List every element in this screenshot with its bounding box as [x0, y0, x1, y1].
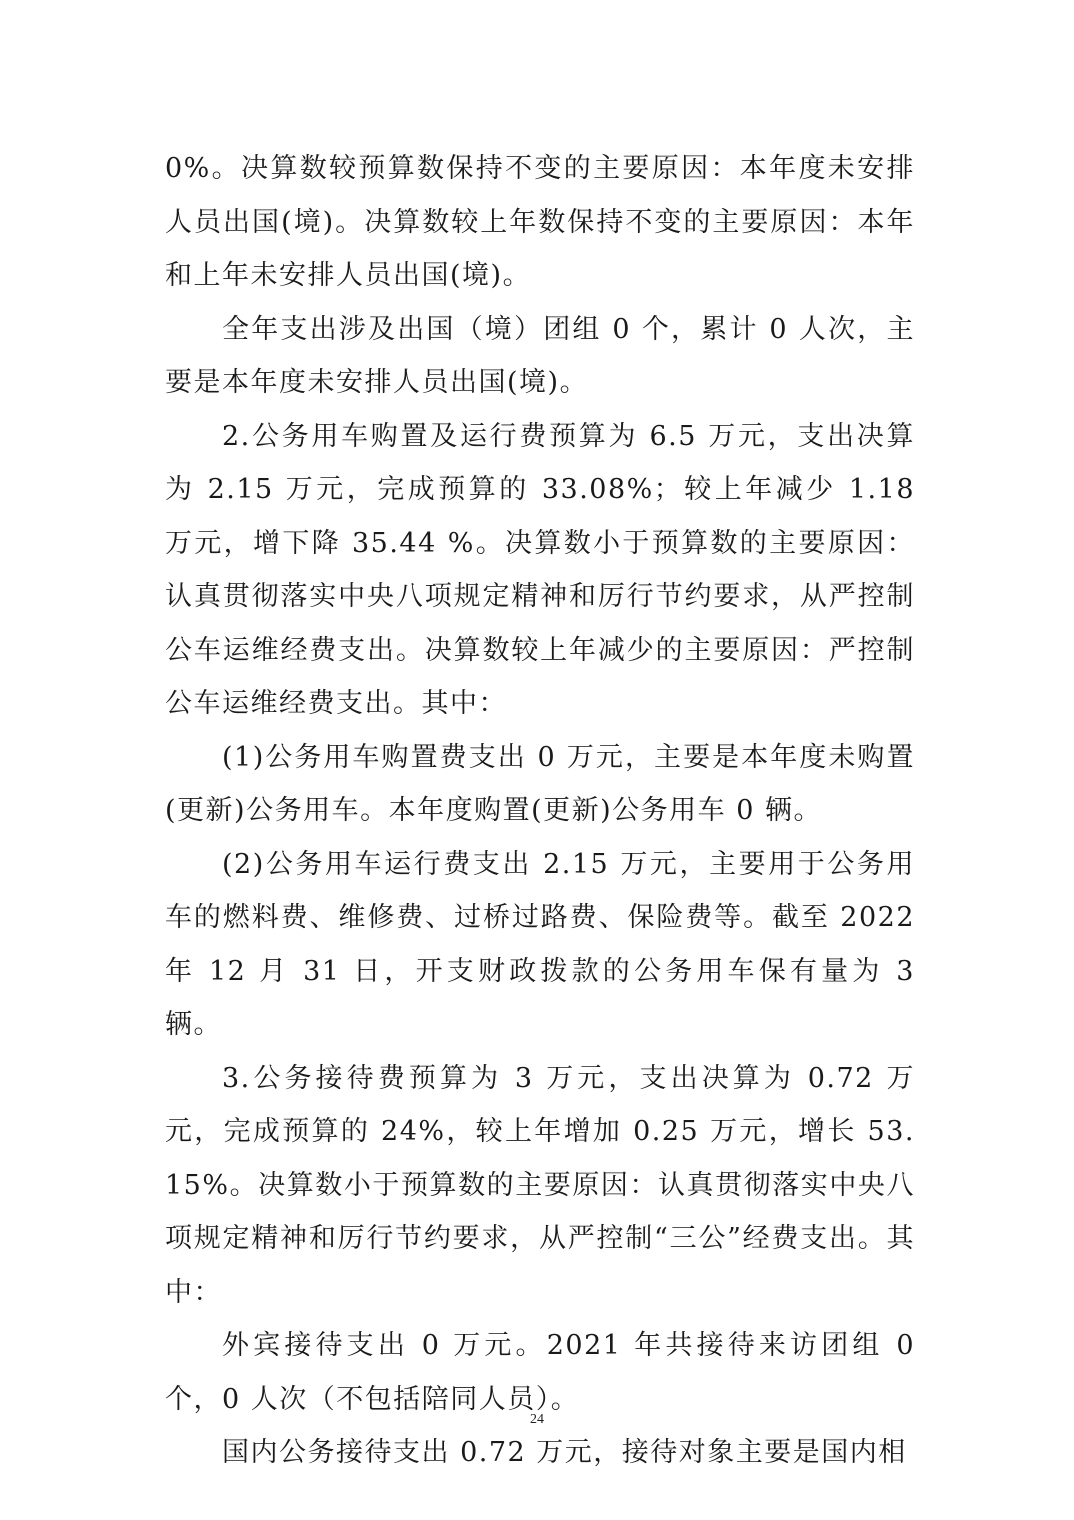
paragraph-outbound-travel-reason: 0%。决算数较预算数保持不变的主要原因：本年度未安排人员出国(境)。决算数较上年数保持不变的主要原因：本年和上年未安排人员出国(境)。 — [165, 153, 915, 291]
paragraph-vehicle-costs: 2.公务用车购置及运行费预算为 6.5 万元，支出决算为 2.15 万元，完成预算的 33.08%；较上年减少 1.18 万元，增下降 35.44 %。决算数小于预算数的主要原因：认真贯彻落实中央八项规定精神和厉行节约要求，从严控制公车运维经费支出。决算数较上年减少的主要原因：严控制公车运维经费支出。其中： — [165, 420, 915, 719]
paragraph-outbound-groups: 全年支出涉及出国（境）团组 0 个，累计 0 人次，主要是本年度未安排人员出国(境)。 — [165, 313, 915, 398]
paragraph-vehicle-purchase: (1)公务用车购置费支出 0 万元，主要是本年度未购置(更新)公务用车。本年度购置(更新)公务用车 0 辆。 — [165, 741, 915, 826]
body-text — [165, 142, 915, 1480]
paragraph-foreign-reception: 外宾接待支出 0 万元。2021 年共接待来访团组 0 个，0 人次（不包括陪同人员）。 — [165, 1330, 915, 1415]
paragraph-reception-costs: 3.公务接待费预算为 3 万元，支出决算为 0.72 万元，完成预算的 24%，较上年增加 0.25 万元，增长 53.15%。决算数小于预算数的主要原因：认真贯彻落实中央八项规定精神和厉行节约要求，从严控制“三公”经费支出。其中： — [165, 1062, 915, 1308]
page-number: 24 — [530, 1412, 544, 1427]
paragraph-domestic-reception: 国内公务接待支出 0.72 万元，接待对象主要是国内相 — [222, 1437, 907, 1468]
paragraph-vehicle-operation: (2)公务用车运行费支出 2.15 万元，主要用于公务用车的燃料费、维修费、过桥过路费、保险费等。截至 2022 年 12 月 31 日，开支财政拨款的公务用车保有量为 3 辆。 — [165, 848, 915, 1040]
